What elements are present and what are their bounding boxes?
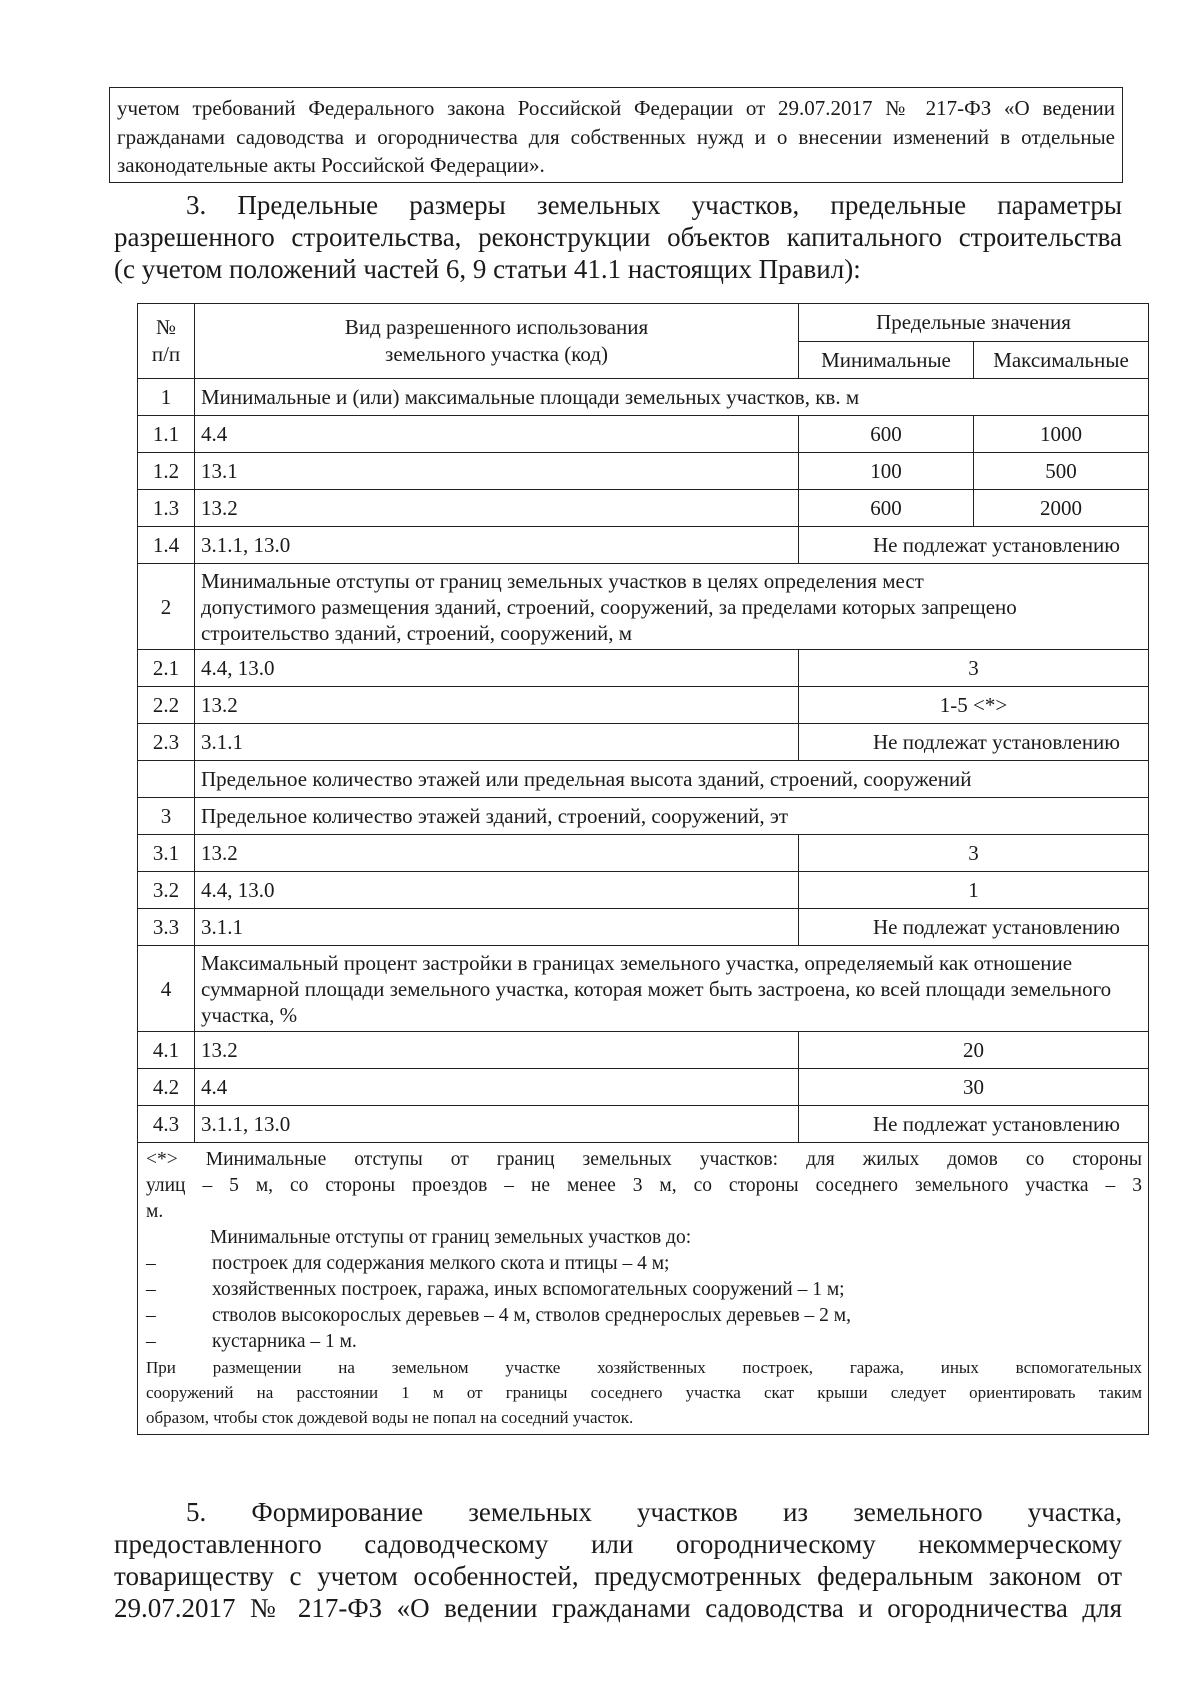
row-code: 4.4: [195, 1069, 799, 1106]
footnote-line: <*> Минимальные отступы от границ земельных участков: для жилых домов со стороны: [146, 1149, 1142, 1170]
section-3-heading: [114, 189, 1122, 285]
row-value: Не подлежат установлению: [799, 724, 1149, 761]
section-5-line: 29.07.2017 № 217-ФЗ «О ведении гражданами садоводства и огородничества для: [114, 1593, 1122, 1623]
top-box-text: учетом требований Федерального закона Российской Федерации от 29.07.2017 № 217-ФЗ «О ведении гражданами садоводства и огородничества для собственных нужд и о внесении изменений в отдельные законодательные акты Российской Федерации».: [117, 96, 1115, 177]
row-num: 1.4: [138, 527, 195, 564]
table-header-row: [138, 304, 1149, 342]
row-num: 4.1: [138, 1032, 195, 1069]
row-heading: Минимальные и (или) максимальные площади земельных участков, кв. м: [195, 379, 1149, 416]
header-num: № п/п: [138, 304, 195, 379]
row-code: 3.1.1, 13.0: [195, 527, 799, 564]
row-num: 1.2: [138, 453, 195, 490]
row-heading: Предельное количество этажей зданий, строений, сооружений, эт: [195, 798, 1149, 835]
header-limits: Предельные значения: [799, 304, 1149, 342]
footnote-intro: Минимальные отступы от границ земельных участков до:: [210, 1227, 692, 1248]
footnote-note-line: образом, чтобы сток дождевой воды не попал на соседний участок.: [146, 1408, 634, 1427]
row-value: Не подлежат установлению: [799, 1106, 1149, 1143]
section-5-paragraph: [114, 1496, 1122, 1624]
header-min: Минимальные: [799, 341, 974, 379]
table-row: [138, 527, 1149, 564]
table-footnote: [138, 1143, 1149, 1435]
row-num: 3.3: [138, 909, 195, 946]
row-num: 2.1: [138, 650, 195, 687]
row-num: 3.2: [138, 872, 195, 909]
row-min: 100: [799, 453, 974, 490]
section-3-line: (с учетом положений частей 6, 9 статьи 41.1 настоящих Правил):: [114, 254, 861, 284]
row-code: 13.2: [195, 490, 799, 527]
table-row: [138, 761, 1149, 798]
table-row: [138, 1069, 1149, 1106]
table-row: [138, 909, 1149, 946]
row-num: 2.3: [138, 724, 195, 761]
row-num: 3: [138, 798, 195, 835]
limits-table: [137, 303, 1149, 1435]
row-num: 2.2: [138, 687, 195, 724]
row-num: 2: [138, 564, 195, 650]
row-num: 4.2: [138, 1069, 195, 1106]
table-row: [138, 724, 1149, 761]
row-value: Не подлежат установлению: [799, 527, 1149, 564]
row-value: Не подлежат установлению: [799, 909, 1149, 946]
table-row: [138, 650, 1149, 687]
table-row: [138, 1032, 1149, 1069]
row-value: 20: [799, 1032, 1149, 1069]
row-value: 1-5 <*>: [799, 687, 1149, 724]
row-min: 600: [799, 416, 974, 453]
header-max: Максимальные: [974, 341, 1149, 379]
row-num: 3.1: [138, 835, 195, 872]
row-max: 2000: [974, 490, 1149, 527]
table-row: [138, 453, 1149, 490]
footnote-note-line: сооружений на расстоянии 1 м от границы соседнего участка скат крыши следует ориентировать таким: [146, 1383, 1142, 1402]
row-code: 4.4: [195, 416, 799, 453]
table-row: [138, 798, 1149, 835]
footnote-list-item: – хозяйственных построек, гаража, иных вспомогательных сооружений – 1 м;: [146, 1279, 845, 1300]
row-max: 500: [974, 453, 1149, 490]
section-3-line: 3. Предельные размеры земельных участков, предельные параметры: [186, 190, 1122, 220]
row-num: 4.3: [138, 1106, 195, 1143]
row-max: 1000: [974, 416, 1149, 453]
row-code: 13.2: [195, 687, 799, 724]
row-num: 1.3: [138, 490, 195, 527]
row-num: 4: [138, 946, 195, 1032]
table-row: [138, 835, 1149, 872]
table-row: [138, 687, 1149, 724]
row-value: 1: [799, 872, 1149, 909]
top-text-box: [109, 87, 1123, 183]
row-heading: Минимальные отступы от границ земельных участков в целях определения мест допустимого размещения зданий, строений, сооружений, за пределами которых запрещено строительство зданий, строений, сооружений, м: [195, 564, 1149, 650]
row-heading: Предельное количество этажей или предельная высота зданий, строений, сооружений: [195, 761, 1149, 798]
table-row: [138, 1106, 1149, 1143]
row-code: 3.1.1: [195, 909, 799, 946]
row-num: 1: [138, 379, 195, 416]
table-row: [138, 379, 1149, 416]
row-num: [138, 761, 195, 798]
footnote-list-item: – кустарника – 1 м.: [146, 1331, 357, 1352]
section-5-line: товариществу с учетом особенностей, предусмотренных федеральным законом от: [114, 1561, 1122, 1591]
table-row: [138, 872, 1149, 909]
row-code: 3.1.1: [195, 724, 799, 761]
section-5-line: 5. Формирование земельных участков из земельного участка,: [186, 1497, 1122, 1527]
row-value: 30: [799, 1069, 1149, 1106]
row-code: 4.4, 13.0: [195, 650, 799, 687]
section-3-line: разрешенного строительства, реконструкции объектов капитального строительства: [114, 222, 1122, 252]
table-row: [138, 490, 1149, 527]
row-value: 3: [799, 650, 1149, 687]
row-min: 600: [799, 490, 974, 527]
row-code: 13.2: [195, 1032, 799, 1069]
row-code: 13.1: [195, 453, 799, 490]
footnote-line: улиц – 5 м, со стороны проездов – не менее 3 м, со стороны соседнего земельного участка – 3: [146, 1175, 1142, 1196]
footnote-list-item: – стволов высокорослых деревьев – 4 м, стволов среднерослых деревьев – 2 м,: [146, 1305, 852, 1326]
row-code: 4.4, 13.0: [195, 872, 799, 909]
row-num: 1.1: [138, 416, 195, 453]
row-heading: Максимальный процент застройки в границах земельного участка, определяемый как отношение суммарной площади земельного участка, которая может быть застроена, ко всей площади земельного участка, %: [195, 946, 1149, 1032]
header-kind: Вид разрешенного использования земельного участка (код): [195, 304, 799, 379]
footnote-line: м.: [146, 1201, 164, 1222]
row-code: 13.2: [195, 835, 799, 872]
footnote-note-line: При размещении на земельном участке хозяйственных построек, гаража, иных вспомогательных: [146, 1358, 1142, 1377]
section-5-line: предоставленного садоводческому или огородническому некоммерческому: [114, 1529, 1122, 1559]
footnote-list-item: – построек для содержания мелкого скота и птицы – 4 м;: [146, 1253, 670, 1274]
row-value: 3: [799, 835, 1149, 872]
table-row: [138, 946, 1149, 1032]
table-row: [138, 564, 1149, 650]
table-footnote-row: [138, 1143, 1149, 1435]
table-row: [138, 416, 1149, 453]
row-code: 3.1.1, 13.0: [195, 1106, 799, 1143]
